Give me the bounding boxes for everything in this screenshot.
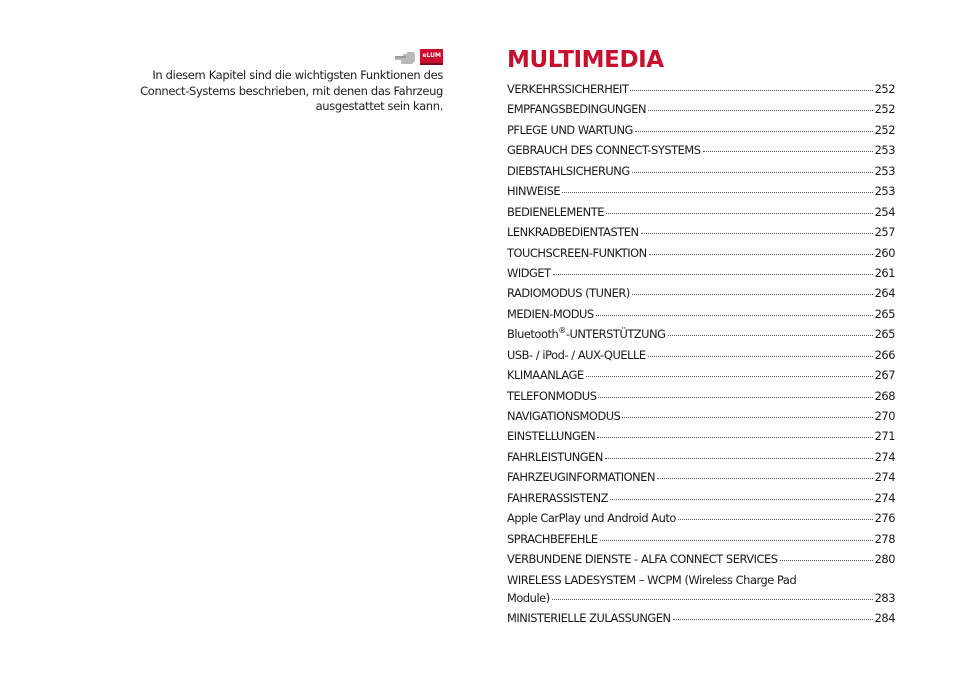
toc-entry-label-text: NAVIGATIONSMODUS	[507, 409, 621, 423]
toc-entry-label-text: VERBUNDENE DIENSTE - ALFA CONNECT SERVICES	[507, 552, 778, 567]
toc-entry-label-text: EINSTELLUNGEN	[507, 429, 596, 444]
dot-leader	[703, 151, 873, 152]
toc-entry-page: 254	[874, 204, 895, 219]
toc-entry-label	[507, 266, 551, 280]
dot-leader	[605, 458, 873, 459]
dot-leader	[622, 417, 872, 418]
dot-leader	[668, 335, 873, 336]
toc-entry-page: 252	[874, 82, 895, 96]
toc-entry-label	[507, 327, 666, 341]
toc-entry-label	[507, 368, 584, 382]
toc-entry-label	[507, 348, 646, 362]
toc-entry-label	[507, 552, 778, 566]
table-of-contents	[507, 46, 895, 631]
toc-entry-label-text: PFLEGE UND WARTUNG	[507, 122, 633, 137]
toc-entry-label	[507, 143, 701, 157]
toc-entry-label-text: EMPFANGSBEDINGUNGEN	[507, 102, 647, 117]
toc-entry-page: 283	[874, 590, 895, 605]
toc-entry[interactable]	[507, 102, 895, 122]
toc-entry-page: 253	[874, 184, 895, 199]
toc-entry-label: Module)	[507, 590, 550, 605]
toc-entry[interactable]	[507, 348, 895, 368]
elum-badge-icon: eLUM	[420, 49, 443, 65]
toc-entry[interactable]	[507, 246, 895, 266]
toc-entry-label-text: FAHRZEUGINFORMATIONEN	[507, 470, 656, 485]
toc-entry-label	[507, 82, 628, 96]
toc-entry-page: 274	[874, 449, 895, 464]
toc-entry-page: 280	[874, 552, 895, 567]
toc-entry[interactable]	[507, 205, 895, 225]
toc-entry[interactable]	[507, 143, 895, 163]
toc-entry[interactable]	[507, 450, 895, 470]
dot-leader	[649, 254, 873, 255]
toc-entry-page: 267	[874, 368, 895, 383]
toc-entry-page: 252	[874, 122, 895, 137]
toc-entry-label	[507, 164, 630, 178]
toc-entry[interactable]	[507, 225, 895, 245]
toc-entry-label	[507, 286, 630, 300]
toc-entry-page: 271	[874, 429, 895, 444]
toc-entry-label-text: FAHRLEISTUNGEN	[507, 449, 603, 464]
intro-line: Connect-Systems beschrieben, mit denen das Fahrzeug	[140, 83, 443, 98]
toc-entry-label-text: SPRACHBEFEHLE	[507, 531, 598, 546]
dot-leader	[632, 294, 873, 295]
dot-leader	[635, 131, 873, 132]
toc-entry-page: 274	[874, 470, 895, 485]
dot-leader	[553, 274, 873, 275]
dot-leader	[552, 599, 873, 600]
toc-entry-label	[507, 102, 646, 116]
toc-entry-label: WIRELESS LADESYSTEM – WCPM (Wireless Charge Pad	[507, 572, 797, 587]
registered-mark: ®	[558, 326, 566, 336]
toc-entry-label	[507, 389, 596, 403]
toc-entry-label-text: BEDIENELEMENTE	[507, 204, 604, 219]
toc-entry-label	[507, 123, 633, 137]
toc-entry-page: 278	[874, 531, 895, 546]
toc-entry-label	[507, 409, 620, 423]
intro-icons	[100, 48, 443, 66]
toc-entry-label-text: Apple CarPlay und Android Auto	[507, 511, 676, 526]
toc-entry-page: 268	[874, 388, 895, 403]
toc-entry[interactable]	[507, 552, 895, 572]
dot-leader	[597, 437, 872, 438]
toc-entry[interactable]	[507, 491, 895, 511]
toc-entry-label	[507, 184, 560, 198]
toc-entry[interactable]	[507, 286, 895, 306]
dot-leader	[630, 90, 872, 91]
toc-entry[interactable]	[507, 266, 895, 286]
dot-leader	[648, 356, 873, 357]
toc-entry-label	[507, 511, 676, 525]
toc-entry[interactable]	[507, 429, 895, 449]
toc-entry[interactable]	[507, 82, 895, 102]
intro-line: In diesem Kapitel sind die wichtigsten Funktionen des	[152, 68, 443, 82]
toc-entry-page: 264	[874, 286, 895, 301]
toc-entry[interactable]	[507, 368, 895, 388]
toc-entry[interactable]	[507, 611, 895, 631]
toc-entry-label-text: GEBRAUCH DES CONNECT-SYSTEMS	[507, 143, 701, 158]
toc-entry-label-text: LENKRADBEDIENTASTEN	[507, 225, 639, 240]
toc-entry-label	[507, 246, 647, 260]
toc-entry-label-text: MEDIEN-MODUS	[507, 306, 594, 321]
toc-entry[interactable]	[507, 307, 895, 327]
toc-entry-label	[507, 450, 603, 464]
chapter-title: MULTIMEDIA	[507, 47, 664, 73]
toc-entry-page: 274	[874, 490, 895, 505]
toc-entry-page: 270	[874, 409, 895, 423]
dot-leader	[632, 172, 873, 173]
toc-entry[interactable]	[507, 573, 895, 611]
toc-entry-label-text: MINISTERIELLE ZULASSUNGEN	[507, 610, 671, 625]
dot-leader	[586, 376, 873, 377]
dot-leader	[562, 192, 873, 193]
toc-entry-label-text: Bluetooth	[507, 327, 559, 342]
toc-entry-page: 261	[874, 265, 895, 280]
toc-entry-label-text: VERKEHRSSICHERHEIT	[507, 82, 629, 96]
toc-entry-label-text: TOUCHSCREEN-FUNKTION	[507, 245, 647, 260]
toc-entry[interactable]	[507, 164, 895, 184]
dot-leader	[648, 110, 872, 111]
dot-leader	[600, 540, 873, 541]
dot-leader	[657, 478, 873, 479]
toc-entry[interactable]	[507, 470, 895, 490]
toc-entry-label-text: DIEBSTAHLSICHERUNG	[507, 163, 630, 178]
toc-entry-page: 284	[874, 610, 895, 625]
toc-entry-label	[507, 470, 655, 484]
toc-entry-page: 265	[874, 306, 895, 321]
toc-entry-page: 265	[874, 327, 895, 342]
toc-entry-page: 253	[874, 143, 895, 158]
pointing-hand-icon	[394, 50, 416, 64]
toc-entry-label-text: TELEFONMODUS	[507, 388, 597, 403]
chapter-intro	[100, 48, 443, 115]
toc-entry-label-text: HINWEISE	[507, 184, 561, 199]
toc-entry-label-text: USB- / iPod- / AUX-QUELLE	[507, 347, 646, 362]
intro-line: ausgestattet sein kann.	[315, 99, 443, 113]
toc-entry[interactable]	[507, 123, 895, 143]
toc-entry-page: 266	[874, 347, 895, 362]
dot-leader	[606, 213, 873, 214]
dot-leader	[598, 397, 872, 398]
toc-entry-page: 257	[874, 225, 895, 240]
toc-entry[interactable]	[507, 184, 895, 204]
dot-leader	[678, 519, 873, 520]
toc-entry-label	[507, 429, 595, 443]
toc-entry-label-suffix: -UNTERSTÜTZUNG	[565, 327, 666, 342]
dot-leader	[610, 499, 873, 500]
toc-entry-label	[507, 532, 598, 546]
toc-entry-page: 276	[874, 511, 895, 526]
toc-entry[interactable]	[507, 389, 895, 409]
toc-entry-label-text: WIDGET	[507, 265, 551, 280]
toc-entry-page: 252	[874, 102, 895, 117]
toc-entry[interactable]	[507, 327, 895, 347]
toc-entry-page: 260	[874, 245, 895, 260]
dot-leader	[641, 233, 873, 234]
toc-entry-label-text: FAHRERASSISTENZ	[507, 490, 608, 505]
toc-list	[507, 82, 895, 631]
dot-leader	[596, 315, 873, 316]
dot-leader	[673, 619, 873, 620]
toc-entry[interactable]	[507, 409, 895, 429]
toc-entry-label	[507, 611, 671, 625]
toc-entry[interactable]	[507, 532, 895, 552]
toc-entry[interactable]	[507, 511, 895, 531]
toc-entry-label	[507, 205, 604, 219]
toc-entry-label	[507, 225, 639, 239]
intro-text	[100, 68, 443, 115]
toc-entry-page: 253	[874, 163, 895, 178]
dot-leader	[780, 560, 873, 561]
toc-entry-label	[507, 307, 594, 321]
toc-entry-label-text: RADIOMODUS (TUNER)	[507, 286, 630, 301]
toc-entry-label	[507, 491, 608, 505]
toc-entry-label-text: KLIMAANLAGE	[507, 368, 584, 383]
